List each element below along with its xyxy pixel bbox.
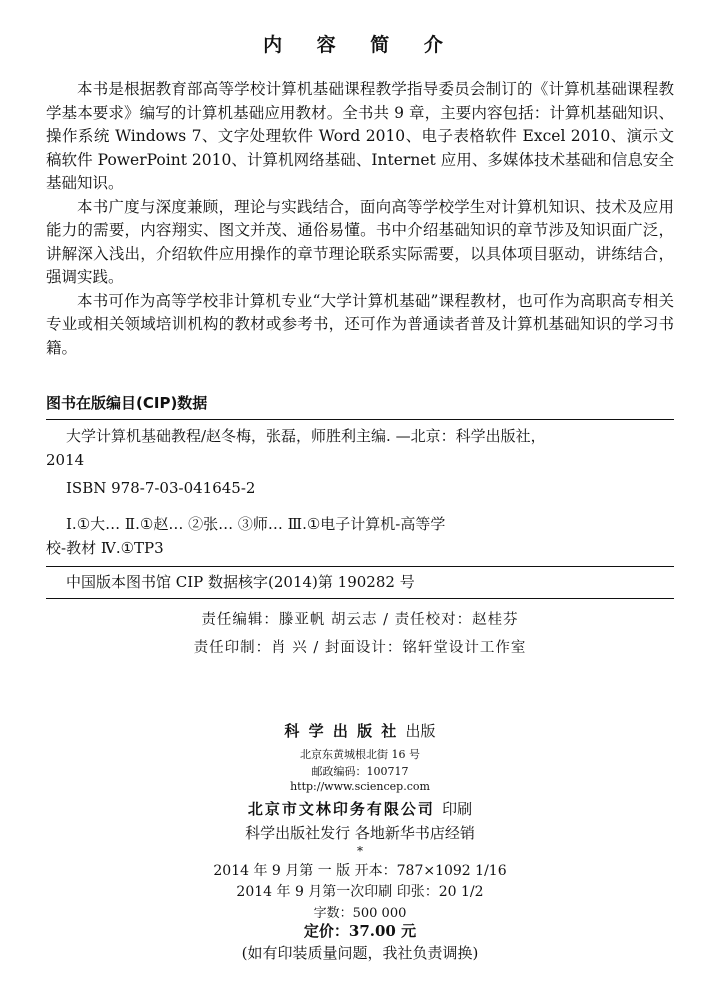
cip-isbn: ISBN 978-7-03-041645-2 (66, 479, 256, 497)
publisher-suffix: 出版 (405, 722, 436, 740)
publisher-url: http://www.sciencep.com (290, 780, 430, 793)
cip-title-line (46, 424, 674, 472)
cip-record-number: 中国版本图书馆 CIP 数据核字(2014)第 190282 号 (66, 573, 415, 591)
printer-name (0, 798, 720, 819)
intro-paragraph-2: 本书广度与深度兼顾，理论与实践结合，面向高等学校学生对计算机知识、技术及应用能力的需要，内容翔实、图文并茂、通俗易懂。书中介绍基础知识的章节涉及知识面广泛，讲解深入浅出，介绍软件应用操作的章节理论联系实际需要，以具体项目驱动，讲练结合，强调实践。 (46, 197, 674, 286)
staff-line-2: 责任印制：肖 兴 / 封面设计：铭轩堂设计工作室 (193, 640, 527, 656)
publisher-address: 北京东黄城根北街 16 号 (300, 748, 420, 761)
distribution-line: 科学出版社发行 各地新华书店经销 (245, 824, 475, 842)
staff-line-1: 责任编辑：滕亚帆 胡云志 / 责任校对：赵桂芬 (201, 612, 519, 628)
publisher-name (0, 720, 720, 741)
separator-star: * (357, 844, 363, 858)
cip-divider-bottom (46, 598, 674, 599)
cip-title-text: 大学计算机基础教程/赵冬梅，张磊，师胜利主编. —北京：科学出版社， (66, 427, 546, 445)
intro-section (46, 78, 674, 360)
printer-name-text: 北京市文林印务有限公司 (247, 800, 435, 818)
publisher-zip: 邮政编码：100717 (311, 765, 409, 778)
price: 定价：37.00 元 (303, 922, 417, 940)
intro-paragraph-3: 本书可作为高等学校非计算机专业“大学计算机基础”课程教材，也可作为高职高专相关专业或相关领域培训机构的教材或参考书，还可作为普通读者普及计算机基础知识的学习书籍。 (46, 291, 674, 357)
cip-heading: 图书在版编目(CIP)数据 (46, 392, 674, 420)
cip-class-line-1: Ⅰ.①大… Ⅱ.①赵… ②张… ③师… Ⅲ.①电子计算机-高等学 (66, 515, 446, 533)
cip-classification (46, 512, 674, 560)
quality-notice: (如有印装质量问题，我社负责调换) (241, 944, 479, 962)
edition-line-1: 2014 年 9 月第 一 版 开本：787×1092 1/16 (213, 863, 507, 879)
edition-line-2: 2014 年 9 月第一次印刷 印张：20 1/2 (236, 884, 484, 900)
publisher-name-text: 科 学 出 版 社 (284, 722, 399, 740)
page-title: 内 容 简 介 (263, 34, 457, 56)
word-count: 字数：500 000 (313, 906, 407, 921)
cip-title-year: 2014 (46, 451, 85, 469)
printer-suffix: 印刷 (442, 800, 473, 818)
cip-divider (46, 566, 674, 567)
intro-paragraph-1: 本书是根据教育部高等学校计算机基础课程教学指导委员会制订的《计算机基础课程教学基本要求》编写的计算机基础应用教材。全书共 9 章，主要内容包括：计算机基础知识、操作系统 Windows 7、文字处理软件 Word 2010、电子表格软件 Excel 2010、演示文稿软件 PowerPoint 2010、计算机网络基础、Internet 应用、多媒体技术基础和信息安全基础知识。 (46, 80, 674, 192)
cip-class-line-2: 校-教材 Ⅳ.①TP3 (46, 539, 164, 557)
